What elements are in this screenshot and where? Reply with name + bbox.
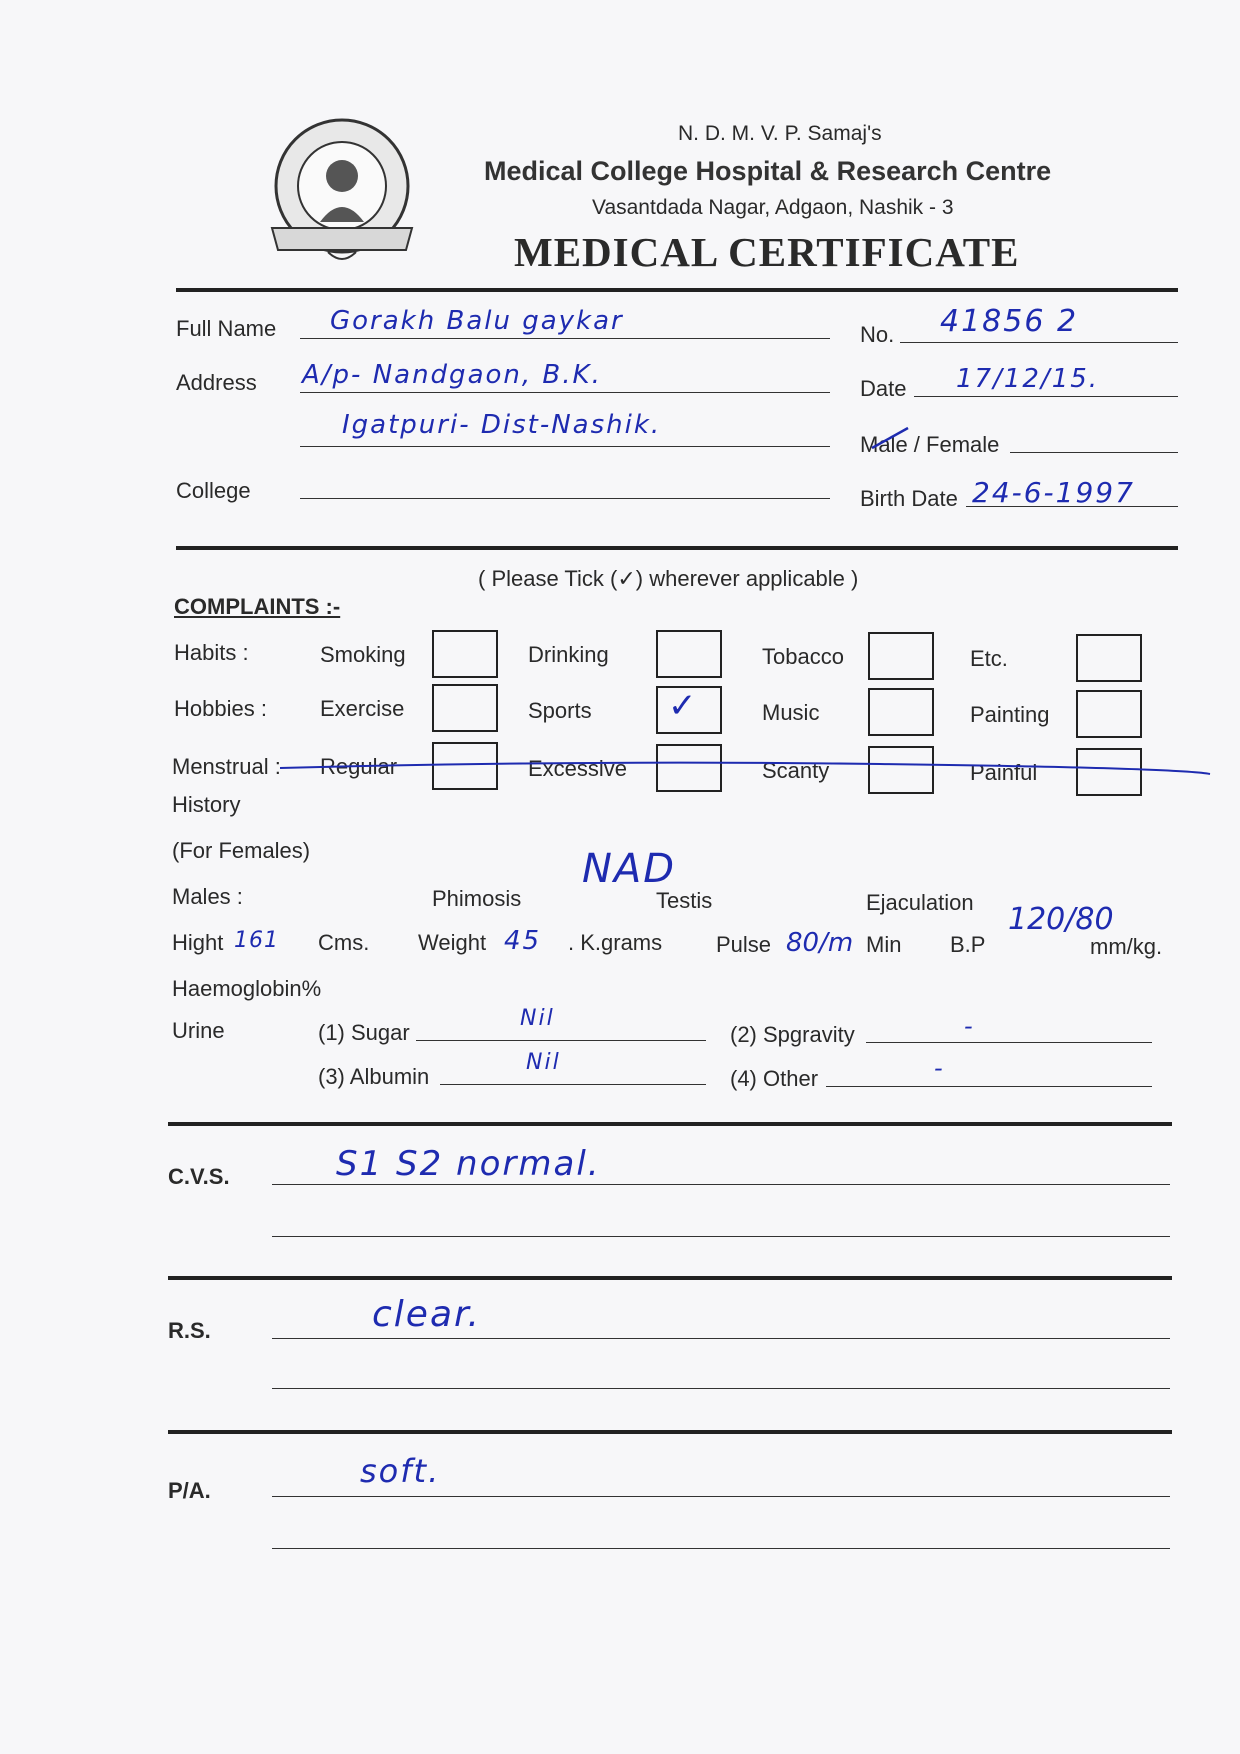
ejaculation-label: Ejaculation xyxy=(866,890,974,915)
weight-label: Weight xyxy=(418,930,487,955)
habit-etc-checkbox[interactable] xyxy=(1076,634,1142,682)
college-line xyxy=(300,498,830,499)
sugar-value: Nil xyxy=(520,1006,555,1031)
birth-date-value: 24-6-1997 xyxy=(972,476,1135,509)
habit-smoking-label: Smoking xyxy=(320,642,406,667)
pa-line-2 xyxy=(272,1548,1170,1549)
date-line xyxy=(914,396,1178,397)
menstrual-painful-label: Painful xyxy=(970,760,1038,785)
for-females-label: (For Females) xyxy=(172,838,311,863)
menstrual-strike-line xyxy=(280,756,1212,780)
testis-label: Testis xyxy=(656,888,713,913)
bp-label: B.P xyxy=(950,932,986,957)
tick-instructions: ( Please Tick (✓) wherever applicable ) xyxy=(478,566,859,591)
address-line-2 xyxy=(300,446,830,447)
hobby-exercise-checkbox[interactable] xyxy=(432,684,498,732)
hobby-painting-checkbox[interactable] xyxy=(1076,690,1142,738)
cvs-divider xyxy=(168,1276,1172,1280)
gender-line xyxy=(1010,452,1178,453)
urine-divider xyxy=(168,1122,1172,1126)
sports-tick-mark: ✓ xyxy=(668,686,697,726)
menstrual-label: Menstrual : xyxy=(172,754,281,779)
haemoglobin-label: Haemoglobin% xyxy=(172,976,322,1001)
no-line xyxy=(900,342,1178,343)
hobby-exercise-label: Exercise xyxy=(320,696,405,721)
full-name-line xyxy=(300,338,830,339)
urine-label: Urine xyxy=(172,1018,225,1043)
bp-unit: mm/kg. xyxy=(1090,934,1163,959)
other-label: (4) Other xyxy=(730,1066,819,1091)
height-value: 161 xyxy=(234,928,279,953)
pa-value: soft. xyxy=(360,1452,441,1490)
hobby-music-label: Music xyxy=(762,700,820,725)
gender-label: Male / Female xyxy=(860,432,1000,457)
males-label: Males : xyxy=(172,884,243,909)
hobby-sports-label: Sports xyxy=(528,698,592,723)
address-line-1 xyxy=(300,392,830,393)
rs-line-1 xyxy=(272,1338,1170,1339)
other-line xyxy=(826,1086,1152,1087)
no-label: No. xyxy=(860,322,895,347)
pulse-unit: Min xyxy=(866,932,902,957)
date-value: 17/12/15. xyxy=(956,364,1100,394)
full-name-value: Gorakh Balu gaykar xyxy=(330,306,624,336)
rs-divider xyxy=(168,1430,1172,1434)
albumin-label: (3) Albumin xyxy=(318,1064,430,1089)
habit-tobacco-label: Tobacco xyxy=(762,644,844,669)
other-value: - xyxy=(934,1054,945,1082)
menstrual-scanty-label: Scanty xyxy=(762,758,830,783)
sugar-line xyxy=(416,1040,706,1041)
males-handwritten-value: NAD xyxy=(582,846,677,892)
habit-tobacco-checkbox[interactable] xyxy=(868,632,934,680)
phimosis-label: Phimosis xyxy=(432,886,522,911)
hobby-sports-checkbox[interactable] xyxy=(656,686,722,734)
hobby-painting-label: Painting xyxy=(970,702,1050,727)
spgravity-line xyxy=(866,1042,1152,1043)
header-divider xyxy=(176,288,1178,292)
menstrual-regular-label: Regular xyxy=(320,754,398,779)
habit-drinking-checkbox[interactable] xyxy=(656,630,722,678)
habits-label: Habits : xyxy=(174,640,249,665)
gender-strike-mark xyxy=(868,424,912,454)
hospital-address: Vasantdada Nagar, Adgaon, Nashik - 3 xyxy=(592,196,954,219)
bp-value: 120/80 xyxy=(1008,902,1114,937)
date-label: Date xyxy=(860,376,907,401)
height-unit: Cms. xyxy=(318,930,370,955)
rs-line-2 xyxy=(272,1388,1170,1389)
college-label: College xyxy=(176,478,251,503)
page-title: MEDICAL CERTIFICATE xyxy=(514,229,1020,275)
height-label: Hight xyxy=(172,930,224,955)
albumin-line xyxy=(440,1084,706,1085)
habit-etc-label: Etc. xyxy=(970,646,1008,671)
hobby-music-checkbox[interactable] xyxy=(868,688,934,736)
spgravity-label: (2) Spgravity xyxy=(730,1022,855,1047)
no-value: 41856 2 xyxy=(940,304,1079,339)
cvs-label: C.V.S. xyxy=(168,1164,230,1189)
sugar-label: (1) Sugar xyxy=(318,1020,410,1045)
hospital-name: Medical College Hospital & Research Centre xyxy=(484,156,1052,186)
pa-label: P/A. xyxy=(168,1478,211,1503)
complaints-heading: COMPLAINTS :- xyxy=(174,594,341,619)
menstrual-history-label: History xyxy=(172,792,241,817)
habit-smoking-checkbox[interactable] xyxy=(432,630,498,678)
pulse-value: 80/m xyxy=(786,928,854,958)
college-logo xyxy=(258,110,426,268)
rs-value: clear. xyxy=(372,1294,481,1335)
address-value-2: Igatpuri- Dist-Nashik. xyxy=(342,410,662,440)
cvs-value: S1 S2 normal. xyxy=(336,1144,601,1184)
birth-date-label: Birth Date xyxy=(860,486,958,511)
pa-line-1 xyxy=(272,1496,1170,1497)
full-name-label: Full Name xyxy=(176,316,277,341)
habit-drinking-label: Drinking xyxy=(528,642,609,667)
address-value-1: A/p- Nandgaon, B.K. xyxy=(302,360,602,390)
albumin-value: Nil xyxy=(526,1050,561,1075)
fields-divider xyxy=(176,546,1178,550)
menstrual-excessive-label: Excessive xyxy=(528,756,628,781)
hobbies-label: Hobbies : xyxy=(174,696,267,721)
org-name: N. D. M. V. P. Samaj's xyxy=(678,122,882,145)
weight-unit: . K.grams xyxy=(568,930,663,955)
pulse-label: Pulse xyxy=(716,932,772,957)
cvs-line-1 xyxy=(272,1184,1170,1185)
cvs-line-2 xyxy=(272,1236,1170,1237)
spgravity-value: - xyxy=(964,1012,975,1040)
weight-value: 45 xyxy=(504,926,542,956)
rs-label: R.S. xyxy=(168,1318,211,1343)
address-label: Address xyxy=(176,370,257,395)
